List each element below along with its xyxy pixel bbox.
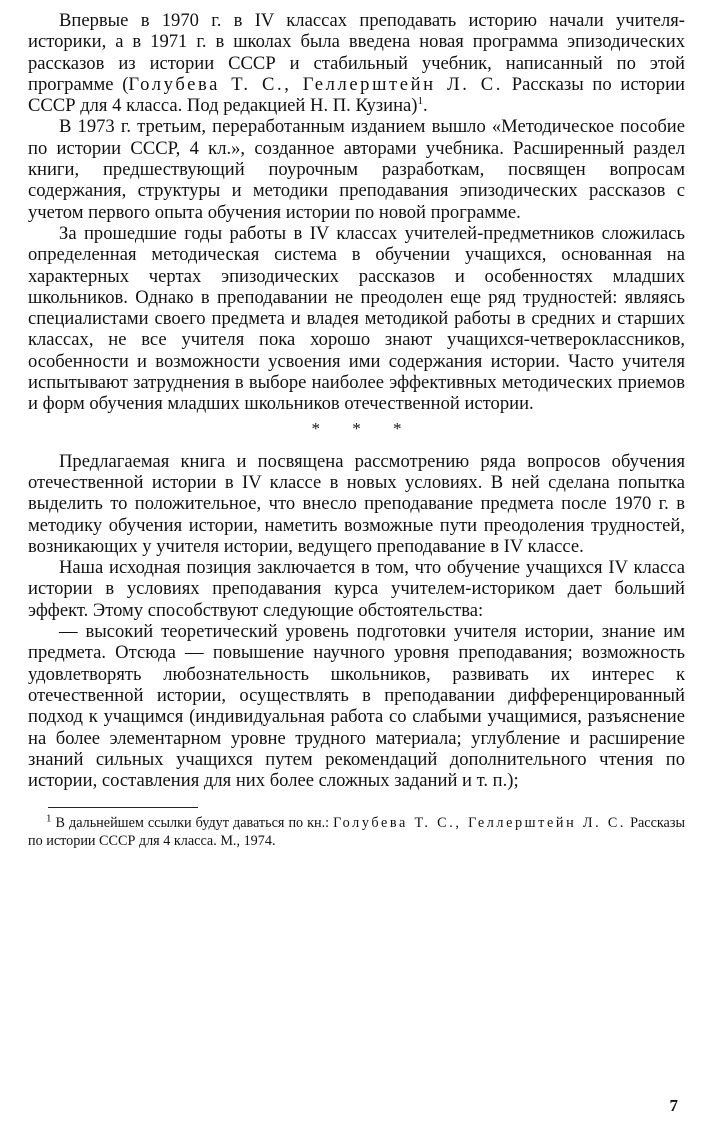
footnote-text-before: В дальнейшем ссылки будут даваться по кн.: <box>51 815 334 832</box>
footnote-text-after: Рассказы по истории СССР для 4 класса. М., 1974. <box>28 815 685 850</box>
paragraph-1 <box>28 10 685 116</box>
footnote-authors: Голубева Т. С., Геллерштейн Л. С. <box>333 815 627 832</box>
page-number: 7 <box>669 1096 678 1115</box>
paragraph-1-text: Впервые в 1970 г. в IV классах преподавать историю начали учителя-историки, а в 1971 г. в школах была введена новая программа эпизодических рассказов из истории СССР и стабильный учебник, написанный по этой программе ( <box>28 10 685 95</box>
paragraph-4: Предлагаемая книга и посвящена рассмотрению ряда вопросов обучения отечественной истории в IV классе в новых условиях. В ней сделана попытка выделить то положительное, что внесло преподавание предмета после 1970 г. в методику обучения истории, наметить возможные пути преодоления трудностей, возникающих у учителя истории, ведущего преподавание в IV классе. <box>28 450 685 557</box>
paragraph-2: В 1973 г. третьим, переработанным изданием вышло «Методическое пособие по истории СССР, 4 кл.», созданное авторами учебника. Расширенный раздел книги, предшествующий поурочным разработкам, посвящен вопросам содержания, структуры и методики преподавания эпизодических рассказов с учетом первого опыта обучения истории по новой программе. <box>28 116 685 223</box>
footnote-mark: 1 <box>46 812 52 825</box>
section-separator: * * * <box>311 418 416 438</box>
paragraph-3: За прошедшие годы работы в IV классах учителей-предметников сложилась определенная методическая система в обучении учащихся, основанная на характерных чертах эпизодических рассказов и особенностях младших школьников. Однако в преподавании не преодолен еще ряд трудностей: являясь специалистами своего предмета и владея методикой работы в средних и старших классах, не все учителя пока хорошо знают учащихся-четвероклассников, особенности и возможности усвоения ими содержания истории. Часто учителя испытывают затруднения в выборе наиболее эффективных методических приемов и форм обучения младших школьников отечественной истории. <box>28 222 685 415</box>
paragraph-1-authors: Голубева Т. С., Геллерштейн Л. С. <box>128 73 504 95</box>
footnote-divider <box>48 807 198 808</box>
paragraph-5: Наша исходная позиция заключается в том, что обучение учащихся IV класса истории в условиях преподавания курса учителем-историком дает больший эффект. Этому способствуют следующие обстоятельства: <box>28 557 685 621</box>
paragraph-1-tail: Рассказы по истории СССР для 4 класса. Под редакцией Н. П. Кузина) <box>28 73 685 117</box>
paragraph-6: — высокий теоретический уровень подготовки учителя истории, знание им предмета. Отсюда — повышение научного уровня преподавания; возможность удовлетворять любознательность школьников, развивать их интерес к отечественной истории, осуществлять в преподавании дифференцированный подход к учащимся (индивидуальная работа со слабыми учащимися, разъяснение на более элементарном уровне трудного материала; углубление и расширение знаний сильных учащихся путем рекомендаций дополнительного чтения по истории, составления для них более сложных заданий и т. п.); <box>28 621 685 792</box>
page-body <box>28 10 685 850</box>
footnote <box>28 814 685 850</box>
paragraph-1-end: . <box>422 95 428 117</box>
footnote-reference: 1 <box>417 95 423 107</box>
